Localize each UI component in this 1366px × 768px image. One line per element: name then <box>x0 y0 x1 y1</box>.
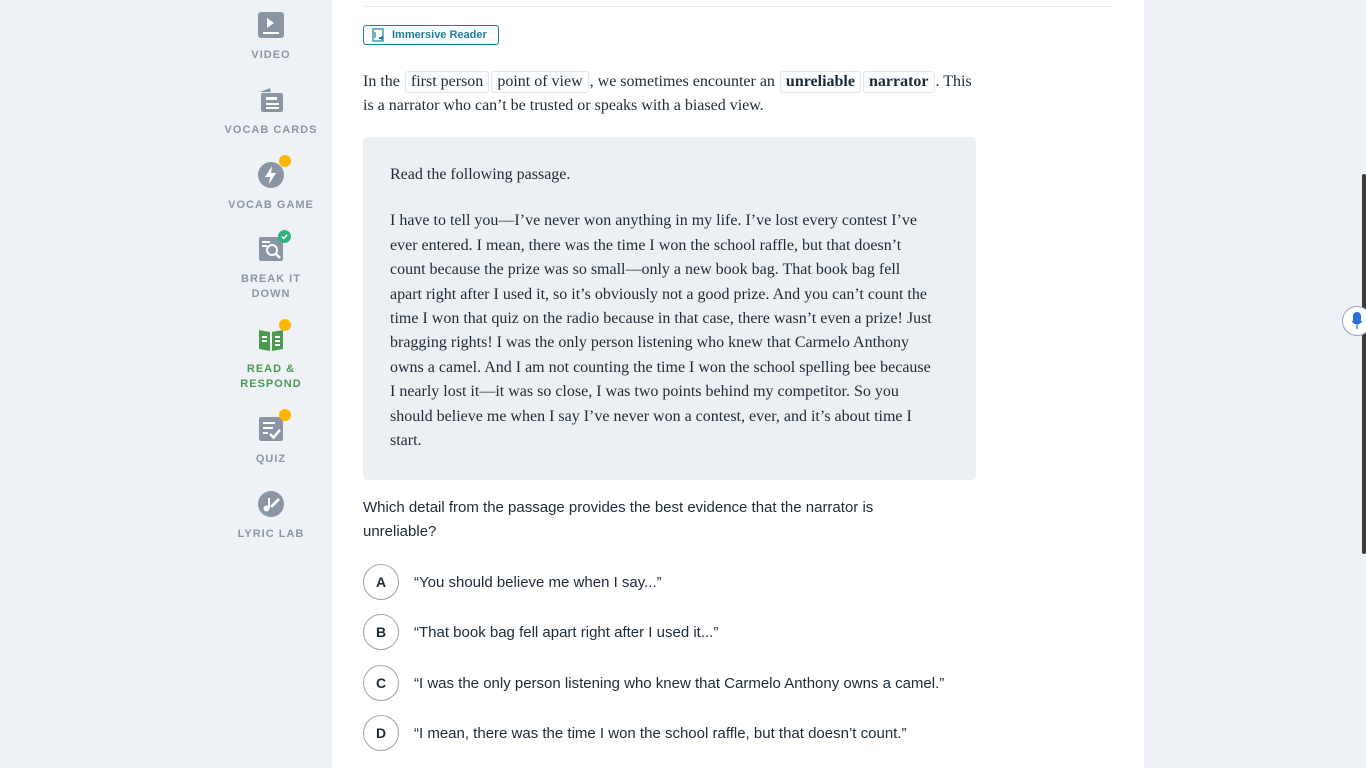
answer-letter: A <box>363 564 399 600</box>
passage-text: I have to tell you—I’ve never won anything in my life. I’ve lost every contest I’ve ever entered. I mean, there was the time I won the school raffle, but that doesn’t count because the prize was so small—only a new book bag. That book bag fell apart right after I used it, so it’s obviously not a good prize. And you can’t count the time I won that quiz on the radio because in that case, there wasn’t even a prize! Just bragging rights! I was the only person listening who knew that Carmelo Anthony owns a camel. And I am not counting the time I won the school spelling bee because I nearly lost it—it was so close, I was two points behind my competitor. So you should believe me when I say I’ve never won a contest, ever, and it’s about time I start. <box>390 212 932 450</box>
sidebar-item-break-it-down[interactable] <box>211 235 331 302</box>
sidebar-item-video[interactable] <box>211 11 331 63</box>
sidebar-item-label: QUIZ <box>255 453 287 465</box>
question-prompt: Which detail from the passage provides the best evidence that the narrator is unreliable? <box>363 499 874 540</box>
intro-text: , we sometimes encounter an <box>589 73 775 90</box>
answer-text: “I was the only person listening who knew that Carmelo Anthony owns a camel.” <box>414 674 945 692</box>
answer-letter: C <box>363 665 399 701</box>
immersive-reader-icon <box>372 28 386 42</box>
divider <box>363 6 1112 7</box>
passage-instruction: Read the following passage. <box>390 166 571 183</box>
intro-paragraph <box>363 70 973 118</box>
microphone-icon <box>1352 312 1362 330</box>
glossary-term-point-of-view[interactable]: point of view <box>491 71 588 93</box>
answer-option-c[interactable] <box>363 665 944 701</box>
answer-text: “That book bag fell apart right after I used it...” <box>414 623 719 641</box>
intro-text: . This is a narrator who can’t be trusted or speaks with a biased view. <box>363 73 972 114</box>
glossary-term-unreliable[interactable]: unreliable <box>780 71 861 93</box>
magnify-document-icon <box>257 235 285 263</box>
lightning-icon <box>257 161 285 189</box>
completed-check-icon <box>278 230 291 243</box>
sidebar-item-label: LYRIC LAB <box>237 528 305 540</box>
answer-option-b[interactable] <box>363 614 718 650</box>
notification-dot <box>279 155 291 167</box>
video-icon <box>257 11 285 39</box>
answer-option-d[interactable] <box>363 715 907 751</box>
sidebar-item-vocab-game[interactable] <box>211 161 331 213</box>
sidebar-item-label: VOCAB GAME <box>228 199 314 211</box>
answer-letter: D <box>363 715 399 751</box>
notification-dot <box>279 319 291 331</box>
intro-text: In the <box>363 73 400 90</box>
scrollbar-thumb[interactable] <box>1362 174 1366 554</box>
sidebar-item-label: READ & RESPOND <box>240 363 302 390</box>
sidebar-item-label: VOCAB CARDS <box>224 124 318 136</box>
immersive-reader-label: Immersive Reader <box>392 29 487 41</box>
glossary-term-first-person[interactable]: first person <box>405 71 489 93</box>
sidebar-item-quiz[interactable] <box>211 415 331 467</box>
answer-text: “I mean, there was the time I won the school raffle, but that doesn’t count.” <box>414 724 907 742</box>
lesson-panel <box>332 0 1144 768</box>
answer-text: “You should believe me when I say...” <box>414 573 662 591</box>
immersive-reader-button[interactable] <box>363 25 499 45</box>
voice-input-button[interactable] <box>1342 306 1366 336</box>
vocab-cards-icon <box>257 86 285 114</box>
checklist-icon <box>257 415 285 443</box>
book-icon <box>257 325 285 353</box>
answer-letter: B <box>363 614 399 650</box>
notification-dot <box>279 409 291 421</box>
sidebar-item-label: BREAK IT DOWN <box>241 273 301 300</box>
passage-box <box>363 137 976 480</box>
pencil-note-icon <box>257 490 285 518</box>
sidebar-item-label: VIDEO <box>251 49 291 61</box>
sidebar <box>0 0 332 768</box>
glossary-term-narrator[interactable]: narrator <box>863 71 935 93</box>
answer-option-a[interactable] <box>363 564 662 600</box>
sidebar-item-lyric-lab[interactable] <box>211 490 331 542</box>
sidebar-item-read-respond[interactable] <box>211 325 331 392</box>
sidebar-item-vocab-cards[interactable] <box>211 86 331 138</box>
